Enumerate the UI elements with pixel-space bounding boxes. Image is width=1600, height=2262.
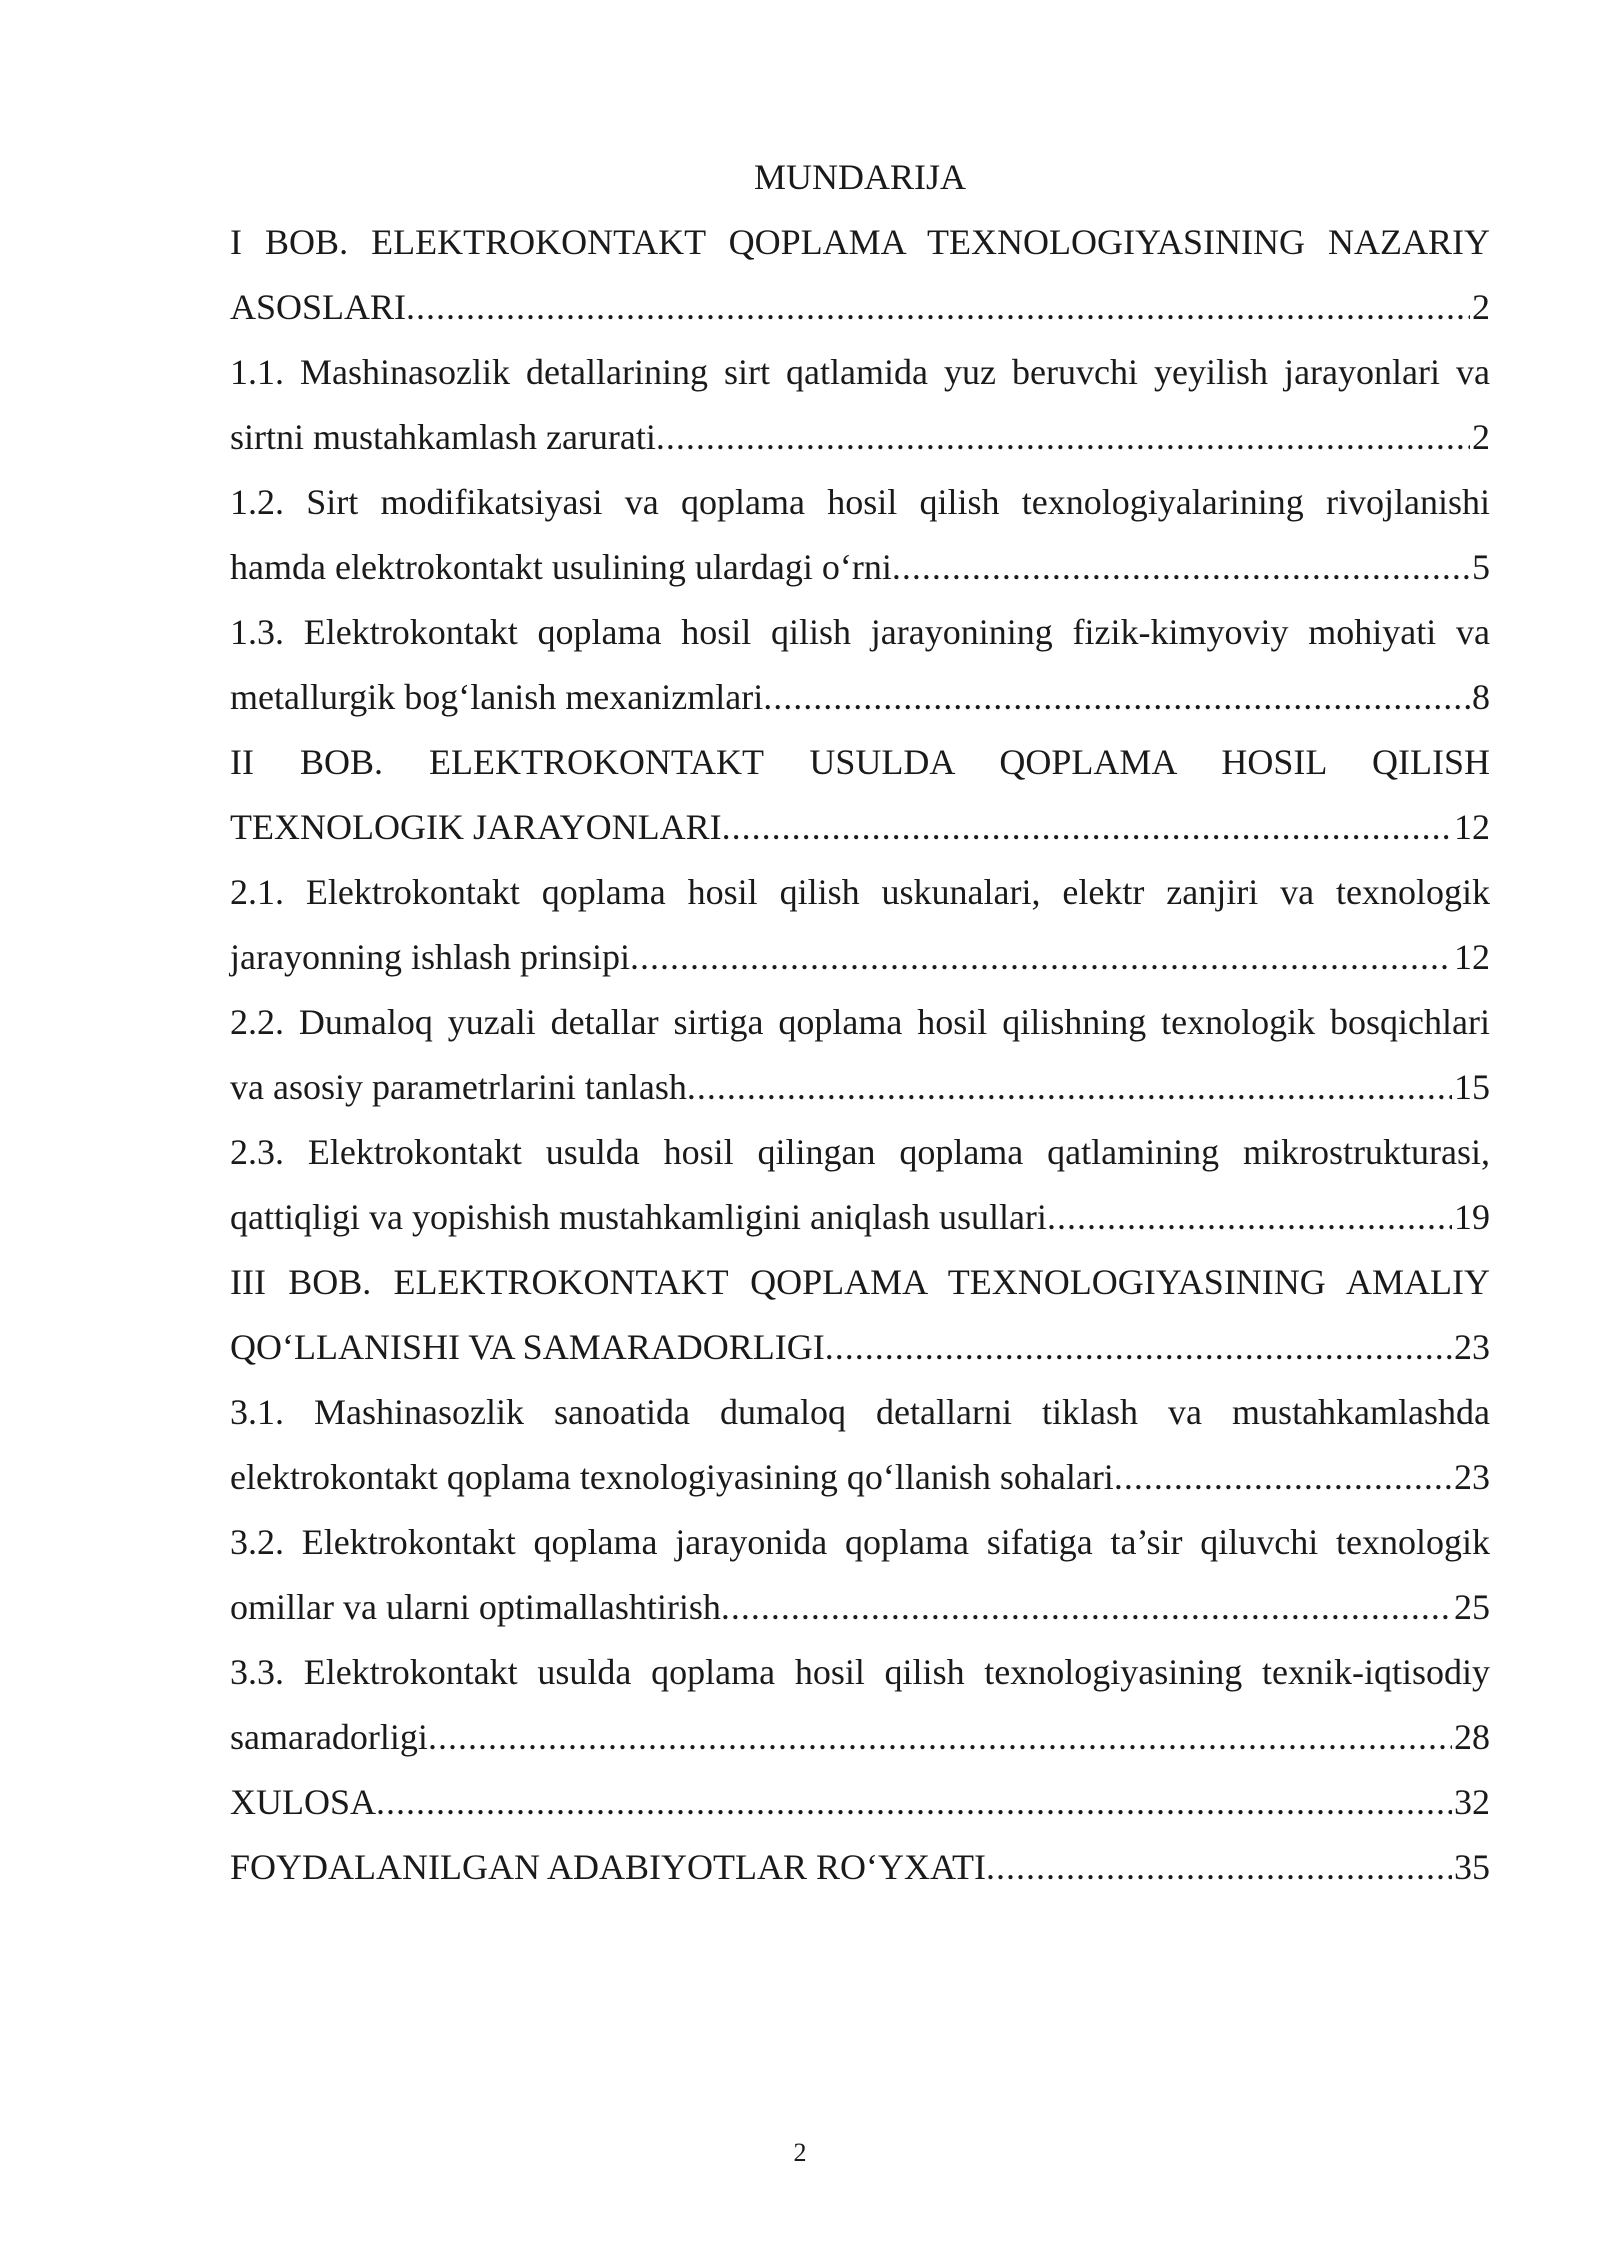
toc-page-number: 23 <box>1454 1457 1490 1497</box>
toc-entry-section-2-1[interactable] <box>230 860 1490 990</box>
toc-entry-text-end: QO‘LLANISHI VA SAMARADORLIGI <box>230 1327 825 1367</box>
dot-leader <box>630 925 1452 990</box>
page-number: 2 <box>793 2138 807 2167</box>
toc-entry-text-end: FOYDALANILGAN ADABIYOTLAR RO‘YXATI <box>230 1847 986 1887</box>
dot-leader <box>1047 1185 1452 1250</box>
toc-entry-section-3-3[interactable] <box>230 1640 1490 1770</box>
toc-entry-references[interactable] <box>230 1835 1490 1900</box>
dot-leader <box>986 1835 1452 1900</box>
toc-entry-text-end: hamda elektrokontakt usulining ulardagi o‘rni <box>230 547 892 587</box>
toc-entry-text: I BOB. ELEKTROKONTAKT QOPLAMA TEXNOLOGIYASINING NAZARIY <box>230 222 1490 262</box>
toc-entry-text: 1.1. Mashinasozlik detallarining sirt qatlamida yuz beruvchi yeyilish jarayonlari va <box>230 352 1490 392</box>
dot-leader <box>687 1055 1452 1120</box>
toc-entry-text: 2.2. Dumaloq yuzali detallar sirtiga qoplama hosil qilishning texnologik bosqichlari <box>230 1002 1490 1042</box>
dot-leader <box>722 795 1452 860</box>
toc-entry-text: 2.1. Elektrokontakt qoplama hosil qilish uskunalari, elektr zanjiri va texnologik <box>230 872 1490 912</box>
toc-entry-text: 2.3. Elektrokontakt usulda hosil qilingan qoplama qatlamining mikrostrukturasi, <box>230 1132 1490 1172</box>
toc-entry-text-end: samaradorligi <box>230 1717 428 1757</box>
toc-entry-section-1-2[interactable] <box>230 470 1490 600</box>
toc-entry-text-end: omillar va ularni optimallashtirish <box>230 1587 721 1627</box>
dot-leader <box>1114 1445 1452 1510</box>
toc-entry-text: 3.3. Elektrokontakt usulda qoplama hosil qilish texnologiyasining texnik-iqtisodiy <box>230 1652 1490 1692</box>
toc-entry-section-2-3[interactable] <box>230 1120 1490 1250</box>
toc-entry-text-end: metallurgik bog‘lanish mexanizmlari <box>230 677 764 717</box>
toc-entry-text-end: va asosiy parametrlarini tanlash <box>230 1067 687 1107</box>
dot-leader <box>428 1705 1452 1770</box>
toc-entry-chapter-2[interactable] <box>230 730 1490 860</box>
toc-entry-text: 1.2. Sirt modifikatsiyasi va qoplama hosil qilish texnologiyalarining rivojlanishi <box>230 482 1490 522</box>
toc-page-number: 8 <box>1472 677 1490 717</box>
toc-entry-conclusion[interactable] <box>230 1770 1490 1835</box>
toc-entry-section-2-2[interactable] <box>230 990 1490 1120</box>
toc-title: MUNDARIJA <box>753 157 966 197</box>
dot-leader <box>656 405 1470 470</box>
toc-page-number: 25 <box>1454 1587 1490 1627</box>
toc-entry-text: 3.1. Mashinasozlik sanoatida dumaloq detallarni tiklash va mustahkamlashda <box>230 1392 1490 1432</box>
toc-entry-text-end: ASOSLARI <box>230 287 407 327</box>
toc-entry-section-1-3[interactable] <box>230 600 1490 730</box>
toc-page-number: 23 <box>1454 1327 1490 1367</box>
dot-leader <box>721 1575 1452 1640</box>
toc-page-number: 2 <box>1472 417 1490 457</box>
toc-page-number: 32 <box>1454 1782 1490 1822</box>
toc-entry-section-1-1[interactable] <box>230 340 1490 470</box>
toc-page-number: 19 <box>1454 1197 1490 1237</box>
toc-entry-text: 3.2. Elektrokontakt qoplama jarayonida qoplama sifatiga ta’sir qiluvchi texnologik <box>230 1522 1490 1562</box>
toc-entry-text: 1.3. Elektrokontakt qoplama hosil qilish jarayonining fizik-kimyoviy mohiyati va <box>230 612 1490 652</box>
toc-entry-text-end: jarayonning ishlash prinsipi <box>230 937 630 977</box>
toc-page-number: 12 <box>1454 937 1490 977</box>
toc-entry-section-3-2[interactable] <box>230 1510 1490 1640</box>
toc-page-number: 15 <box>1454 1067 1490 1107</box>
toc-entry-text-end: elektrokontakt qoplama texnologiyasining qo‘llanish sohalari <box>230 1457 1114 1497</box>
toc-page-number: 5 <box>1472 547 1490 587</box>
toc-entry-chapter-3[interactable] <box>230 1250 1490 1380</box>
table-of-contents <box>230 145 1490 1900</box>
dot-leader <box>825 1315 1452 1380</box>
toc-entry-text: III BOB. ELEKTROKONTAKT QOPLAMA TEXNOLOGIYASINING AMALIY <box>230 1262 1490 1302</box>
toc-entry-section-3-1[interactable] <box>230 1380 1490 1510</box>
dot-leader <box>376 1770 1452 1835</box>
dot-leader <box>892 535 1470 600</box>
toc-entry-text-end: TEXNOLOGIK JARAYONLARI <box>230 807 722 847</box>
toc-entry-text-end: XULOSA <box>230 1782 377 1822</box>
toc-page-number: 28 <box>1454 1717 1490 1757</box>
toc-page-number: 2 <box>1472 287 1490 327</box>
dot-leader <box>406 275 1470 340</box>
toc-page-number: 12 <box>1454 807 1490 847</box>
dot-leader <box>763 665 1470 730</box>
toc-entry-text-end: sirtni mustahkamlash zarurati <box>230 417 656 457</box>
toc-page-number: 35 <box>1454 1847 1490 1887</box>
toc-entry-text: II BOB. ELEKTROKONTAKT USULDA QOPLAMA HOSIL QILISH <box>230 742 1490 782</box>
toc-entry-chapter-1[interactable] <box>230 210 1490 340</box>
toc-entry-text-end: qattiqligi va yopishish mustahkamligini aniqlash usullari <box>230 1197 1047 1237</box>
